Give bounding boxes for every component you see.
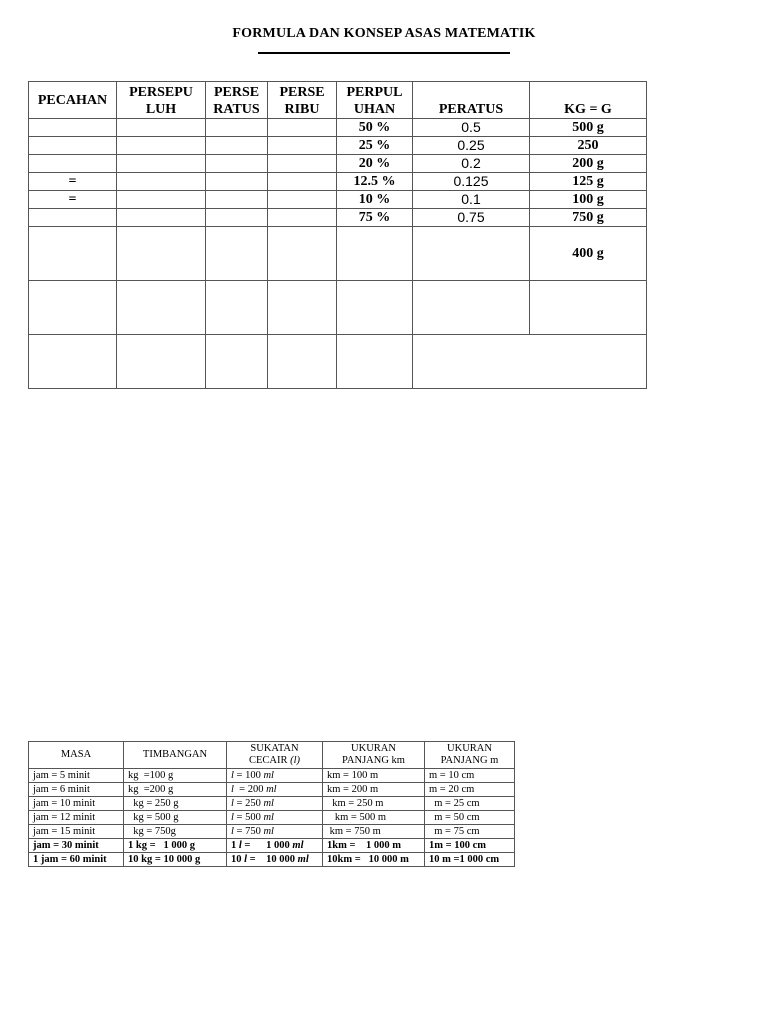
header-pecahan: PECAHAN: [29, 82, 117, 119]
table-row: [29, 811, 515, 825]
cell-empty: [29, 227, 117, 281]
cecair-value: = 500: [233, 812, 264, 823]
header-peratus: PERATUS: [413, 82, 530, 119]
cell-cecair: [227, 825, 323, 839]
cell-empty: [337, 281, 413, 335]
cell-m: m = 50 cm: [425, 811, 515, 825]
cell-empty: [206, 227, 268, 281]
ml-symbol: ml: [297, 854, 309, 865]
cell-empty: [268, 191, 337, 209]
cell-empty: [117, 137, 206, 155]
header-ukuran-m-line1: UKURAN: [447, 743, 492, 754]
ml-symbol: ml: [292, 840, 304, 851]
cell-kg: 200 g: [530, 155, 647, 173]
litre-symbol: l: [231, 812, 234, 823]
cell-empty: [268, 173, 337, 191]
cell-empty: [413, 227, 530, 281]
cell-cecair: [227, 783, 323, 797]
cell-perpuluhan: 25 %: [337, 137, 413, 155]
header-kg: KG = G: [530, 82, 647, 119]
cell-peratus: 0.25: [413, 137, 530, 155]
header-ukuran-km: [323, 742, 425, 769]
header-sukatan-line1: SUKATAN: [250, 743, 299, 754]
cecair-value: = 1 000: [241, 840, 293, 851]
header-persepuluh: [117, 82, 206, 119]
cell-timbangan: kg = 250 g: [124, 797, 227, 811]
cell-m: m = 10 cm: [425, 769, 515, 783]
measurement-table: [28, 741, 515, 867]
cell-empty: [268, 281, 337, 335]
table-row: [29, 853, 515, 867]
cecair-value: = 10 000: [247, 854, 298, 865]
cell-m: m = 20 cm: [425, 783, 515, 797]
cell-empty: [117, 119, 206, 137]
cell-masa: jam = 12 minit: [29, 811, 124, 825]
page-title: FORMULA DAN KONSEP ASAS MATEMATIK: [232, 26, 536, 41]
ml-symbol: ml: [263, 798, 274, 809]
cell-peratus: 0.1: [413, 191, 530, 209]
cell-empty: [29, 281, 117, 335]
cell-empty: [206, 155, 268, 173]
cell-perpuluhan: 20 %: [337, 155, 413, 173]
table-row: [29, 137, 647, 155]
table-row: [29, 155, 647, 173]
cell-empty: [268, 137, 337, 155]
cell-m: m = 75 cm: [425, 825, 515, 839]
litre-symbol: l: [231, 826, 234, 837]
cell-merged-empty: [413, 335, 647, 389]
cell-m: 1m = 100 cm: [425, 839, 515, 853]
cell-empty: [117, 335, 206, 389]
cell-km: km = 100 m: [323, 769, 425, 783]
table-row: [29, 825, 515, 839]
cell-km: km = 500 m: [323, 811, 425, 825]
cell-pecahan: [29, 119, 117, 137]
cell-cecair: [227, 769, 323, 783]
cell-kg: 250: [530, 137, 647, 155]
cell-peratus: 0.2: [413, 155, 530, 173]
cell-timbangan: kg =200 g: [124, 783, 227, 797]
cell-empty: [337, 335, 413, 389]
cell-kg: 500 g: [530, 119, 647, 137]
cecair-prefix: 10: [231, 854, 245, 865]
cell-kg: 750 g: [530, 209, 647, 227]
cell-empty: [206, 281, 268, 335]
cell-pecahan: =: [29, 173, 117, 191]
header-perseribu-line2: RIBU: [284, 102, 320, 117]
cell-empty: [117, 227, 206, 281]
table-row: [29, 335, 647, 389]
cell-timbangan: kg = 750g: [124, 825, 227, 839]
cell-empty: [206, 137, 268, 155]
title-underline: [258, 52, 510, 54]
header-ukuran-m-line2: PANJANG m: [440, 755, 499, 766]
cell-cecair: [227, 811, 323, 825]
cell-peratus: 0.5: [413, 119, 530, 137]
header-ukuran-km-line1: UKURAN: [351, 743, 396, 754]
header-perseratus-line2: RATUS: [213, 102, 260, 117]
cell-timbangan: 1 kg = 1 000 g: [124, 839, 227, 853]
litre-symbol: l: [231, 770, 234, 781]
table-row: [29, 227, 647, 281]
header-sukatan-unit: (l): [290, 755, 301, 766]
cell-pecahan: =: [29, 191, 117, 209]
cell-empty: [117, 281, 206, 335]
header-masa: MASA: [29, 742, 124, 769]
cell-perpuluhan: 10 %: [337, 191, 413, 209]
cell-perpuluhan: 50 %: [337, 119, 413, 137]
table-header-row: [29, 742, 515, 769]
cell-empty: [337, 227, 413, 281]
header-persepuluh-line2: LUH: [145, 102, 177, 117]
header-perseratus: [206, 82, 268, 119]
cell-pecahan: [29, 137, 117, 155]
table-row: [29, 783, 515, 797]
cell-peratus: 0.125: [413, 173, 530, 191]
table-row: [29, 119, 647, 137]
cell-km: 1km = 1 000 m: [323, 839, 425, 853]
cell-pecahan: [29, 155, 117, 173]
header-perseribu: [268, 82, 337, 119]
table-row: [29, 191, 647, 209]
litre-symbol: l: [231, 784, 234, 795]
cell-peratus: 0.75: [413, 209, 530, 227]
cell-masa: jam = 10 minit: [29, 797, 124, 811]
cecair-value: = 100: [233, 770, 264, 781]
cell-empty: [206, 173, 268, 191]
table-row: [29, 839, 515, 853]
header-perseribu-line1: PERSE: [279, 85, 325, 100]
litre-symbol: l: [231, 798, 234, 809]
cell-timbangan: kg =100 g: [124, 769, 227, 783]
cell-m: m = 25 cm: [425, 797, 515, 811]
header-perseratus-line1: PERSE: [213, 85, 260, 100]
cell-empty: [268, 335, 337, 389]
cell-perpuluhan: 75 %: [337, 209, 413, 227]
cell-timbangan: kg = 500 g: [124, 811, 227, 825]
table-row: [29, 769, 515, 783]
cell-kg: 125 g: [530, 173, 647, 191]
cell-masa: jam = 15 minit: [29, 825, 124, 839]
cell-empty: [117, 209, 206, 227]
cecair-value: = 250: [233, 798, 264, 809]
header-sukatan-cecair: [227, 742, 323, 769]
cell-empty: [268, 227, 337, 281]
cell-empty: [206, 335, 268, 389]
cell-km: km = 250 m: [323, 797, 425, 811]
cell-empty: [530, 281, 647, 335]
cecair-prefix: 1: [231, 840, 239, 851]
ml-symbol: ml: [263, 812, 274, 823]
cell-perpuluhan: 12.5 %: [337, 173, 413, 191]
header-perpuluhan: [337, 82, 413, 119]
cell-masa: jam = 6 minit: [29, 783, 124, 797]
header-perpuluhan-line2: UHAN: [353, 102, 396, 117]
header-timbangan: TIMBANGAN: [124, 742, 227, 769]
table-row: [29, 797, 515, 811]
header-ukuran-m: [425, 742, 515, 769]
cell-cecair: [227, 853, 323, 867]
cell-km: 10km = 10 000 m: [323, 853, 425, 867]
cell-cecair: [227, 797, 323, 811]
cell-km: km = 750 m: [323, 825, 425, 839]
cell-masa: jam = 30 minit: [29, 839, 124, 853]
cell-kg: 100 g: [530, 191, 647, 209]
cell-cecair: [227, 839, 323, 853]
cell-empty: [413, 281, 530, 335]
cell-empty: [268, 119, 337, 137]
cell-km: km = 200 m: [323, 783, 425, 797]
cecair-value: = 750: [233, 826, 264, 837]
conversion-table: [28, 81, 647, 389]
header-ukuran-km-line2: PANJANG km: [342, 755, 405, 766]
table-row: [29, 281, 647, 335]
ml-symbol: ml: [263, 826, 274, 837]
header-perpuluhan-line1: PERPUL: [346, 85, 403, 100]
header-persepuluh-line1: PERSEPU: [129, 85, 193, 100]
litre-symbol: l: [238, 840, 242, 851]
cell-masa: jam = 5 minit: [29, 769, 124, 783]
litre-symbol: l: [244, 854, 248, 865]
cell-masa: 1 jam = 60 minit: [29, 853, 124, 867]
cell-timbangan: 10 kg = 10 000 g: [124, 853, 227, 867]
cell-pecahan: [29, 209, 117, 227]
cell-empty: [117, 155, 206, 173]
cell-empty: [117, 173, 206, 191]
cell-empty: [206, 191, 268, 209]
cell-empty: [268, 155, 337, 173]
cell-empty: [29, 335, 117, 389]
cell-m: 10 m =1 000 cm: [425, 853, 515, 867]
cell-empty: [117, 191, 206, 209]
table-row: [29, 209, 647, 227]
cell-empty: [206, 119, 268, 137]
ml-symbol: ml: [263, 770, 274, 781]
cell-empty: [268, 209, 337, 227]
cecair-value: = 200: [233, 784, 267, 795]
cell-empty: [206, 209, 268, 227]
header-sukatan-line2: CECAIR: [248, 755, 288, 766]
cell-kg: 400 g: [530, 227, 647, 281]
table-header-row: [29, 82, 647, 119]
ml-symbol: ml: [266, 784, 277, 795]
table-row: [29, 173, 647, 191]
